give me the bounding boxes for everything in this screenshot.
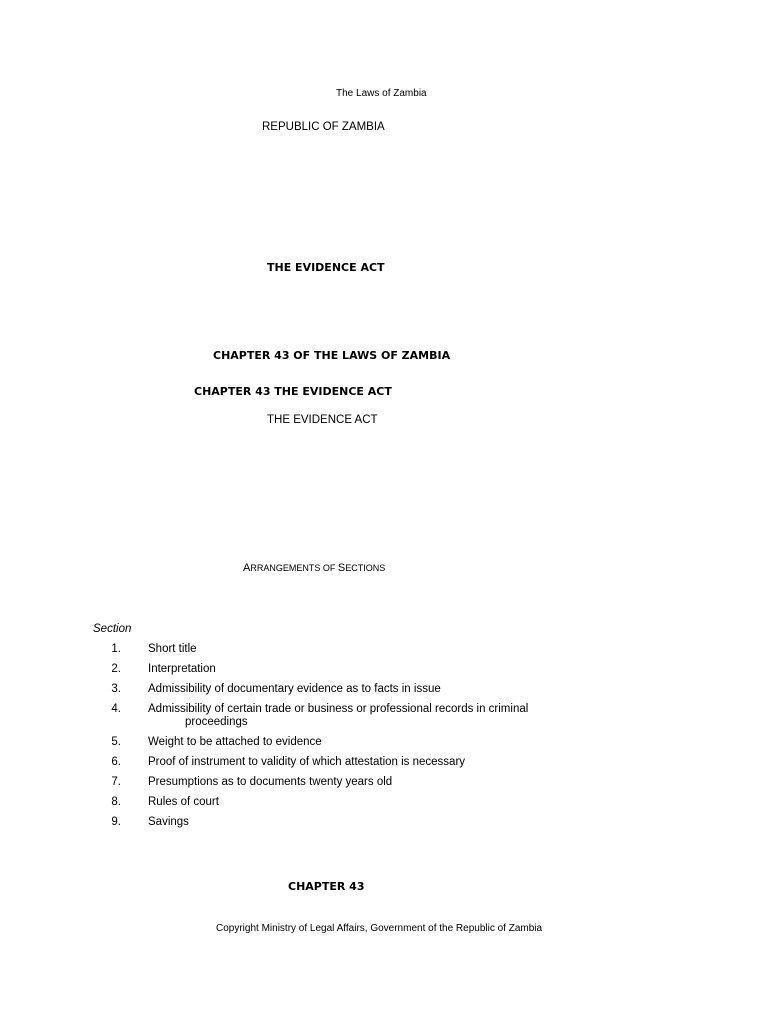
section-number: 5. [111,736,121,748]
section-number: 7. [111,776,121,788]
section-number: 2. [111,663,121,675]
section-title: Admissibility of certain trade or business or professional records in criminal [148,703,529,715]
section-number: 4. [111,703,121,715]
section-title: Presumptions as to documents twenty years old [148,776,393,788]
chapter-of-laws-heading: CHAPTER 43 OF THE LAWS OF ZAMBIA [213,349,451,362]
section-number: 6. [111,756,121,768]
arrangement-initial-s: S [337,562,346,574]
section-number: 3. [111,683,121,695]
chapter-act-heading: CHAPTER 43 THE EVIDENCE ACT [194,385,392,398]
arrangement-word-2: ECTIONS [345,563,386,573]
arrangement-word-1: RRANGEMENTS OF [250,563,338,573]
section-title: Weight to be attached to evidence [148,736,322,748]
section-title: Rules of court [148,796,219,808]
act-subtitle: THE EVIDENCE ACT [267,414,378,426]
section-number: 8. [111,796,121,808]
chapter-heading: CHAPTER 43 [288,880,365,893]
section-title: Short title [148,643,197,655]
section-title: Proof of instrument to validity of which attestation is necessary [148,756,466,768]
section-number: 1. [111,643,121,655]
running-header: The Laws of Zambia [336,88,427,99]
act-title: THE EVIDENCE ACT [267,261,385,274]
section-number: 9. [111,816,121,828]
republic-title: REPUBLIC OF ZAMBIA [262,121,385,133]
section-title: Interpretation [148,663,216,675]
section-title-continuation: proceedings [185,716,248,728]
section-label: Section [93,623,132,635]
section-title: Admissibility of documentary evidence as to facts in issue [148,683,441,695]
copyright-footer: Copyright Ministry of Legal Affairs, Government of the Republic of Zambia [216,923,543,934]
arrangement-heading [243,558,385,576]
section-title: Savings [148,816,189,828]
arrangement-initial-a: A [243,562,251,574]
